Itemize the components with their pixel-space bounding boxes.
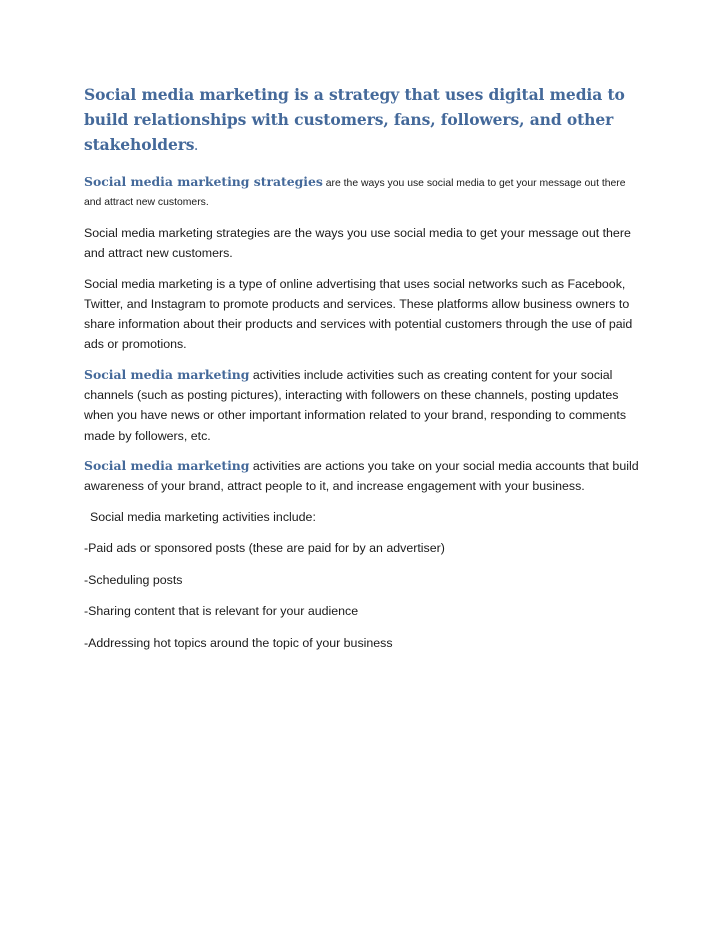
heading-text: Social media marketing is a strategy that uses digital media to build relationships with customers, fans, followers, and other stakeholders	[84, 85, 625, 154]
list-item: -Sharing content that is relevant for your audience	[84, 604, 359, 619]
activities-paragraph	[84, 365, 644, 446]
actions-paragraph	[84, 456, 644, 497]
list-item: -Scheduling posts	[84, 572, 183, 587]
actions-text: activities are actions you take on your social media accounts that build awareness of your brand, attract people to it, and increase engagement with your business.	[84, 458, 639, 494]
intro-text: are the ways you use social media to get your message out there and attract new customers.	[84, 178, 626, 208]
activities-text: activities include activities such as creating content for your social channels (such as posting pictures), interacting with followers on these channels, posting updates when you have news or other important information related to your brand, responding to comments made by followers, etc.	[84, 367, 627, 443]
activities-accent: Social media marketing	[84, 366, 250, 382]
list-intro: Social media marketing activities include:	[90, 509, 316, 524]
paragraph: Social media marketing is a type of online advertising that uses social networks such as Facebook, Twitter, and Instagram to promote products and services. These platforms allow business owners to share information about their products and services with potential customers through the use of paid ads or promotions.	[84, 276, 633, 352]
list-item: -Paid ads or sponsored posts (these are paid for by an advertiser)	[84, 541, 445, 556]
document-body	[84, 82, 644, 664]
paragraph: Social media marketing strategies are the ways you use social media to get your message out there and attract new customers.	[84, 226, 631, 261]
list-item: -Addressing hot topics around the topic of your business	[84, 635, 393, 650]
intro-accent: Social media marketing strategies	[84, 174, 323, 189]
intro-paragraph	[84, 172, 644, 212]
actions-accent: Social media marketing	[84, 457, 250, 473]
document-heading	[84, 82, 644, 160]
heading-trailing: .	[194, 142, 198, 153]
